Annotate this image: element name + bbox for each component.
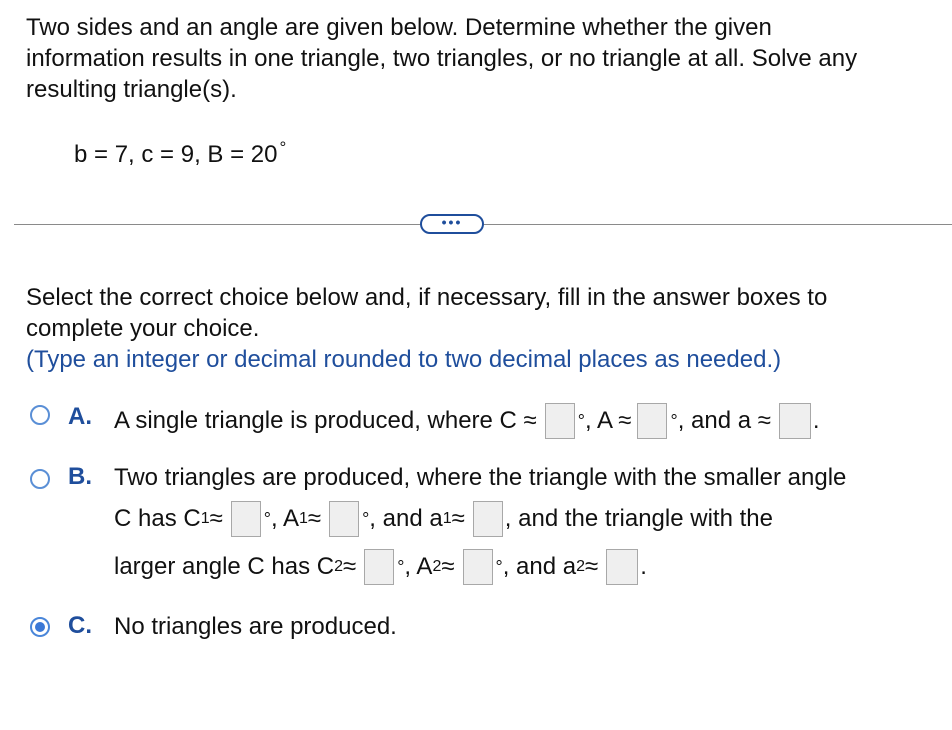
choice-c-letter: C. xyxy=(68,612,92,639)
degree-symbol: ° xyxy=(397,557,405,577)
degree-symbol: ° xyxy=(670,411,678,431)
instructions-line-1: Select the correct choice below and, if necessary, fill in the answer boxes to xyxy=(26,284,828,311)
given-values xyxy=(74,138,286,169)
choice-b-text: ≈ xyxy=(441,553,455,580)
subscript: 2 xyxy=(576,558,586,575)
subscript: 1 xyxy=(200,510,210,527)
more-options-button[interactable]: ••• xyxy=(420,214,484,234)
degree-symbol: ° xyxy=(495,557,503,577)
choice-b-line-1: Two triangles are produced, where the triangle with the smaller angle xyxy=(114,464,847,491)
choice-b-text: , and the triangle with the xyxy=(504,505,773,532)
choice-b-text: , and a xyxy=(369,505,443,532)
choice-b-text: , A xyxy=(270,505,300,532)
choice-b-line-3 xyxy=(114,549,647,585)
subscript: 1 xyxy=(442,510,452,527)
choice-a-text-2: , A ≈ xyxy=(584,407,632,434)
choice-b-letter: B. xyxy=(68,463,92,490)
choice-b-text: larger angle C has C xyxy=(114,553,335,580)
instructions-line-2: complete your choice. xyxy=(26,315,260,342)
choice-b-angle-c2-input[interactable] xyxy=(364,549,394,585)
choice-b-angle-c1-input[interactable] xyxy=(231,501,261,537)
instructions-hint: (Type an integer or decimal rounded to two decimal places as needed.) xyxy=(26,346,782,373)
subscript: 2 xyxy=(432,558,442,575)
choice-b-text: , and a xyxy=(502,553,577,580)
choice-a-angle-c-input[interactable] xyxy=(545,403,575,439)
choice-b-text: ≈ xyxy=(451,505,465,532)
degree-symbol: ° xyxy=(577,411,585,431)
subscript: 1 xyxy=(299,510,308,527)
choice-b-text: ≈ xyxy=(585,553,599,580)
given-text: b = 7, c = 9, B = 20 xyxy=(74,141,278,168)
choice-a-angle-a-input[interactable] xyxy=(637,403,667,439)
problem-line-2: information results in one triangle, two triangles, or no triangle at all. Solve any xyxy=(26,45,858,72)
choice-a-radio[interactable] xyxy=(30,405,50,425)
degree-symbol: ° xyxy=(279,138,287,157)
choice-b-side-a1-input[interactable] xyxy=(473,501,503,537)
choice-b-text: C has C xyxy=(114,505,201,532)
choice-a-text-3: , and a ≈ xyxy=(677,407,771,434)
choice-a-side-a-input[interactable] xyxy=(779,403,811,439)
choice-b-angle-a2-input[interactable] xyxy=(463,549,493,585)
choice-a-text-1: A single triangle is produced, where C ≈ xyxy=(114,407,537,434)
problem-line-3: resulting triangle(s). xyxy=(26,76,237,103)
problem-text xyxy=(26,12,857,105)
choice-c-text: No triangles are produced. xyxy=(114,613,397,640)
choice-c-radio[interactable] xyxy=(30,617,50,637)
choice-a-text-4: . xyxy=(812,407,820,434)
problem-line-1: Two sides and an angle are given below. Determine whether the given xyxy=(26,14,772,41)
degree-symbol: ° xyxy=(263,509,271,529)
choice-b-text: ≈ xyxy=(343,553,357,580)
choice-b-angle-a1-input[interactable] xyxy=(329,501,359,537)
subscript: 2 xyxy=(334,558,344,575)
choice-b-text: . xyxy=(640,553,647,580)
choice-b-text: ≈ xyxy=(307,505,322,532)
choice-b-line-2 xyxy=(114,501,773,537)
degree-symbol: ° xyxy=(362,509,370,529)
choice-b-text: ≈ xyxy=(209,505,223,532)
choice-b-side-a2-input[interactable] xyxy=(606,549,638,585)
choice-b-text: , A xyxy=(404,553,433,580)
instructions xyxy=(26,282,827,375)
choice-a-content xyxy=(114,403,820,439)
choice-b-radio[interactable] xyxy=(30,469,50,489)
choice-a-letter: A. xyxy=(68,403,92,430)
